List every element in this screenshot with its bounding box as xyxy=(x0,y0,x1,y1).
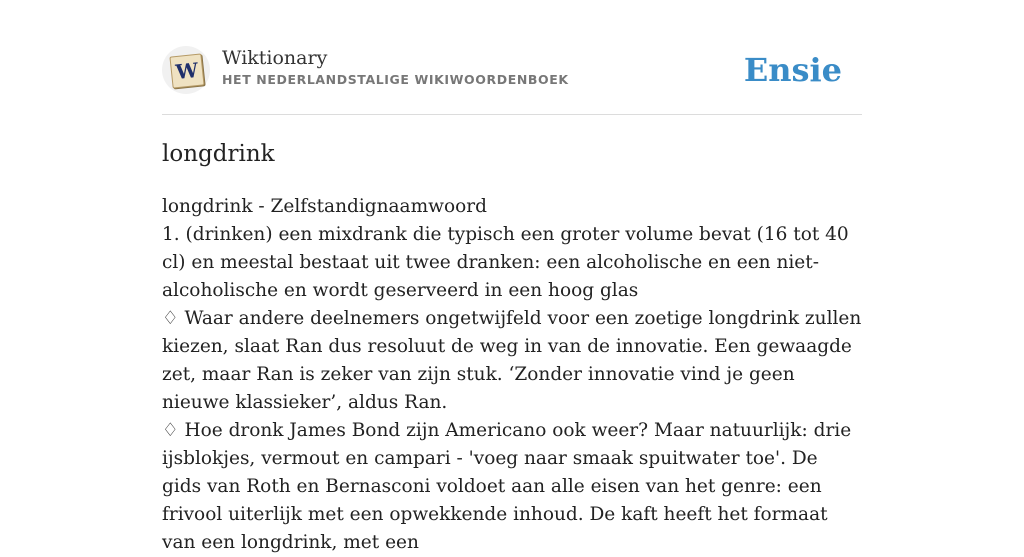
logo-letter: W xyxy=(174,57,200,85)
site-title[interactable]: Wiktionary xyxy=(222,47,328,69)
page-title: longdrink xyxy=(162,141,275,167)
entry-content xyxy=(162,193,862,557)
logo-tile xyxy=(169,53,204,88)
entry-heading: longdrink - Zelfstandignaamwoord xyxy=(162,196,487,217)
entry-definition: 1. (drinken) een mixdrank die typisch een groter volume bevat (16 tot 40 cl) en meestal bestaat uit twee dranken: een alcoholische en een niet-alcoholische en wordt geserveerd in een hoog glas xyxy=(162,224,849,301)
entry-example: ♢ Hoe dronk James Bond zijn Americano ook weer? Maar natuurlijk: drie ijsblokjes, vermout en campari - 'voeg naar smaak spuitwater toe'. De gids van Roth en Bernasconi voldoet aan alle eisen van het genre: een frivool uiterlijk met een opwekkende inhoud. De kaft heeft het formaat van een longdrink, met een xyxy=(162,420,852,553)
wiktionary-logo-icon[interactable] xyxy=(162,46,210,94)
ensie-link[interactable]: Ensie xyxy=(743,51,842,89)
site-header xyxy=(162,0,862,115)
site-subtitle: HET NEDERLANDSTALIGE WIKIWOORDENBOEK xyxy=(222,72,569,87)
site-brand xyxy=(222,46,569,88)
page xyxy=(162,0,862,553)
entry-example: ♢ Waar andere deelnemers ongetwijfeld voor een zoetige longdrink zullen kiezen, slaat Ran dus resoluut de weg in van de innovatie. Een gewaagde zet, maar Ran is zeker van zijn stuk. ‘Zonder innovatie vind je geen nieuwe klassieker’, aldus Ran. xyxy=(162,308,862,413)
